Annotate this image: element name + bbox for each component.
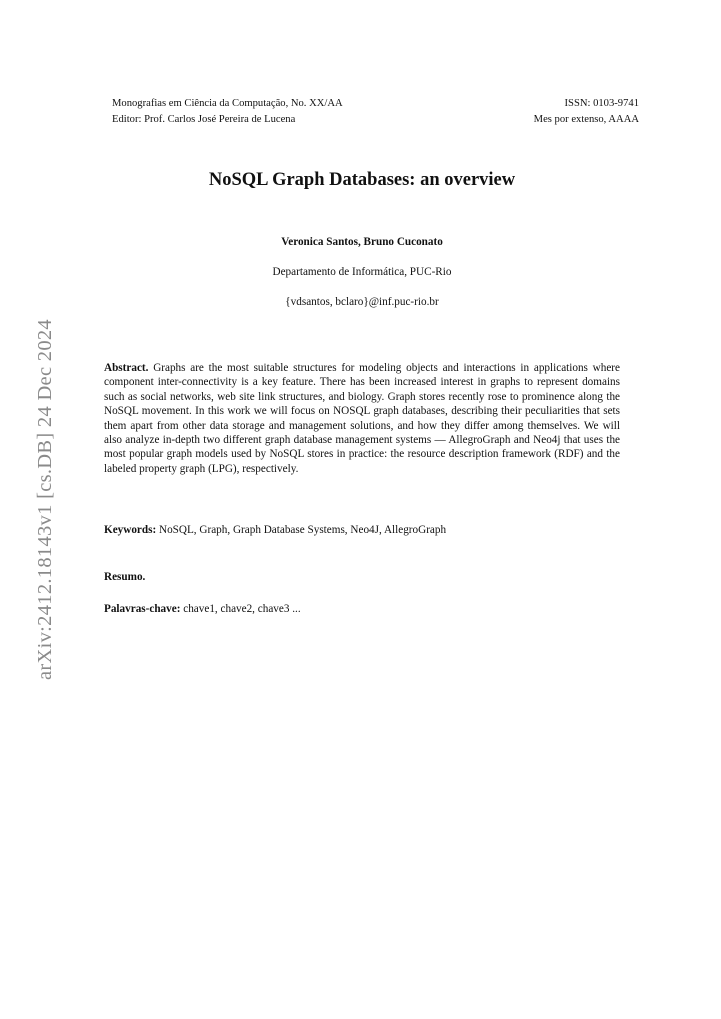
abstract-label: Abstract. [104, 362, 149, 374]
page-header [112, 96, 639, 128]
header-row-bottom [112, 112, 639, 128]
palavras-chave-text: chave1, chave2, chave3 ... [183, 603, 301, 615]
affiliation: Departamento de Informática, PUC-Rio [272, 266, 452, 278]
keywords [104, 524, 620, 536]
abstract [104, 361, 620, 476]
header-row-top [112, 96, 639, 112]
abstract-text: Graphs are the most suitable structures for modeling objects and interactions in applications where component inter-connectivity is a key feature. There has been increased interest in graphs to represent domains such as social networks, web site link structures, and biology. Graph stores recently rose to prominence along the NoSQL movement. In this work we will focus on NOSQL graph databases, describing their peculiarities that sets them apart from other data storage and management solutions, and how they differ among themselves. We will also analyze in-depth two different graph database management systems — AllegroGraph and Neo4j that uses the most popular graph models used by NoSQL stores in practice: the resource description framework (RDF) and the labeled property graph (LPG), respectively. [104, 362, 620, 475]
issn: ISSN: 0103-9741 [564, 98, 639, 109]
editor: Editor: Prof. Carlos José Pereira de Lucena [112, 114, 296, 125]
publication-date: Mes por extenso, AAAA [533, 114, 639, 125]
keywords-label: Keywords: [104, 524, 157, 536]
keywords-text: NoSQL, Graph, Graph Database Systems, Neo4J, AllegroGraph [159, 524, 447, 536]
paper-title: NoSQL Graph Databases: an overview [208, 170, 516, 190]
arxiv-identifier: arXiv:2412.18143v1 [cs.DB] 24 Dec 2024 [34, 319, 56, 680]
authors: Veronica Santos, Bruno Cuconato [281, 236, 443, 248]
resumo [104, 571, 620, 583]
series-name: Monografias em Ciência da Computação, No. XX/AA [112, 98, 343, 109]
resumo-label: Resumo. [104, 571, 146, 583]
palavras-chave-label: Palavras-chave: [104, 603, 181, 615]
email: {vdsantos, bclaro}@inf.puc-rio.br [285, 296, 439, 308]
palavras-chave [104, 603, 620, 615]
